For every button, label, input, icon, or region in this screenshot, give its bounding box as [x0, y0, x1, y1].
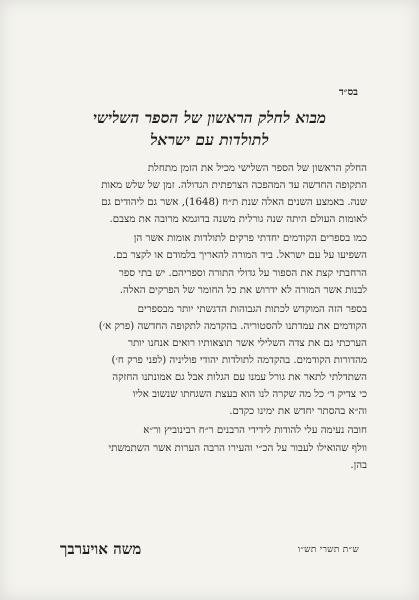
author-name: משה אויערבך — [60, 540, 142, 558]
introduction-body — [43, 160, 367, 474]
paragraph-2: כמו בספרים הקודמים יחדתי פרקים לתולדות אומות אשר הן השפיעו על עם ישראל. ביד המורה להאריך בלמודם או לקצר בם. הרחבתי קצת את הספור על גדולי התורה וספריהם. יש בתי ספר לבנות אשר המורה לא ידרוש את כל החומר של הפרקים האלה. — [112, 233, 367, 296]
paragraph-3: בספר הזה המוקדש לכתות הגבוהות הדגשתי יותר מבספרים הקודמים את עמדתנו להסטוריה. בהקדמה לתקופה החדשה (פרק א׳) הערכתי גם את צדה השלילי אשר תוצאותיו רואים אנחנו יותר מהדורות הקודמים. בהקדמה לתולדות יהודי פוליניה (לפני פרק ח׳) השתדלתי לתאר את גורל עמנו עם הגלות אבל גם אמונתנו החזקה כי צדיק ד׳ כל מה שקרה לנו הוא בעצת השגחתו שנשוב אליו וה״א בהסתר יחדש את ימינו כקדם. — [98, 303, 367, 418]
paragraph-1: החלק הראשון של הספר השלישי מכיל את הזמן מתחלת התקופה החדשה עד המהפכה הצרפתית הגדולה. זמן של שלש מאות שנה. באמצע השנים האלה שנת ת״ח (1648), אשר גם ליהודים גם לאומות העולם היתה שנה גורלית משנה בדוגמא מרובה את מצבם. — [101, 163, 367, 226]
signature-row — [60, 540, 359, 564]
paragraph-4: חובה נעימה עלי להודות לידידי הרבנים ר״ח רבינוביץ ור״א וולף שהואילו לעבור על הכ״י והעירו הרבה הערות אשר השתמשתי בהן. — [108, 425, 367, 471]
title-line-2: לתולדות עם ישראל — [150, 130, 269, 149]
introduction-title — [50, 107, 369, 151]
title-line-1: מבוא לחלק הראשון של הספר השלישי — [92, 108, 327, 127]
header-mark: בס״ד — [338, 87, 358, 98]
date-text: ש״ת תשרי תש״ו — [297, 545, 359, 555]
